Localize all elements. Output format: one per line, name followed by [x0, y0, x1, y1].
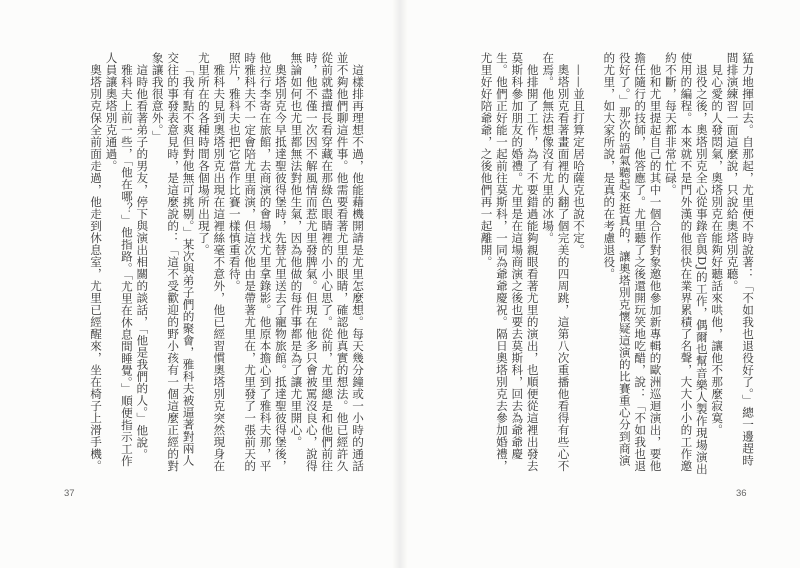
paragraph: 這樣排再理想不過，他能藉機開請是尤里怎麼想。每天幾分鐘或一小時的通話並不夠他們聊這件事。他需要看著尤里的眼睛，確認他真實的想法。他已經許久從前就盡擅長看穿藏在那綠色眼睛裡的小小心思了。從前，尤里總是和他們前往時，他不僅一次因不解風情而惹尤里發脾氣。但現在他多只會被罵沒良心，說得無論如何也尤里都無法對他生氣，因為他做的每件事都是為了讓尤里開心。	[289, 52, 365, 472]
paragraph: 雅科夫上前一些，「他在哪？」他指路。「尤里在休息間睡覺。」順便指示工作人員讓奧塔別克通過。	[104, 52, 134, 467]
paragraph: 他排開了工作，為了不要錯過能夠親眼看著尤里的演出，也順便從這裡出發去莫斯科參加朋友的婚禮。尤里是在這場商演之後也要去莫斯科，回去為爺爺慶生。他們正好能一起前往莫斯科，一同為爺爺慶祝。隔日奧塔別克去參加婚禮，尤里好好陪爺爺，之後他們再一起離開。	[479, 52, 540, 472]
paragraph: 見心愛的人發悶氣，奧塔別克在能夠好聽話來哄他，讓他不那麼寂寞。	[710, 63, 725, 436]
paragraph: 奧塔別克看著畫面裡的人翻了個完美的四周跳，這第八次重播他看得有些心不在焉。他無法想像沒有尤里的冰場。	[541, 52, 571, 472]
paragraph: 猛力地揮回去。自那起，尤里便不時說著：「不如我也退役好了。」總一邊趕時間排演練習一面這麼說，只說給奧塔別克聽。	[725, 52, 755, 467]
paragraph: 「我有點不爽但對他無可挑剔。」某次與弟子們的聚會，雅科夫被逼著對兩人交往的事發表意見時，是這麼說的：「這不受歡迎的野小孩有一個這麼正經的對象讓我很意外。」	[150, 52, 196, 472]
left-page-text	[60, 52, 365, 477]
paragraph: 奧塔別克今早抵達聖彼得堡時，先替尤里送去了寵物旅館。抵達聖彼得堡後，他拉行李寄在旅館，去商演的會場找尤里拿錄影。他原本擔心到了雅科夫那，平時雅科夫不一定會陪尤里商演，但這次他由是帶著尤里在，尤里發了一張前天的照片，雅科夫也把它當作比賽一樣慎重看待。	[227, 52, 288, 472]
right-page	[400, 0, 800, 568]
paragraph: 他和尤里提起自己的其中一個合作對象邀他參加新專輯的歐洲巡迴演出，要他擔任隨行的技師，他答應了。尤里聽了之後還開玩笑地吃醋，說：「不如我也退役好了。」那次的語氣聽起來挺真的，讓奧塔別克懷疑這演的比賽重心分到商演的尤里，如大家所說，是真的在考慮退役。	[602, 52, 663, 472]
paragraph: ——並且打算定居哈薩克也說不定。	[571, 63, 586, 256]
book-gutter	[392, 0, 408, 568]
paragraph: 雅科夫見到奧塔別克出現在這裡絲毫不意外，他已經習慣奧塔別克突然現身在尤里所在的各種時間各個場所出現了。	[196, 52, 227, 472]
paragraph: 這時他看著弟子的男友，停下與演出相關的談話，「他是我們的人。」他說。	[135, 63, 150, 460]
paragraph: 退役之後，奧塔別克全心從事錄音與DJ的工作，偶爾也幫音樂人製作現場演出使用的編程。本來就不是門外漢的他很快在業界累積了名聲，大大小小的工作邀約不斷，每天都非常忙碌。	[663, 52, 709, 475]
page-number: 36	[736, 488, 747, 499]
right-page-text	[450, 52, 755, 477]
page-number: 37	[64, 488, 75, 499]
paragraph: 奧塔別克保全前面走過，他走到休息室，尤里已經醒來，坐在椅子上滑手機。	[89, 63, 104, 472]
